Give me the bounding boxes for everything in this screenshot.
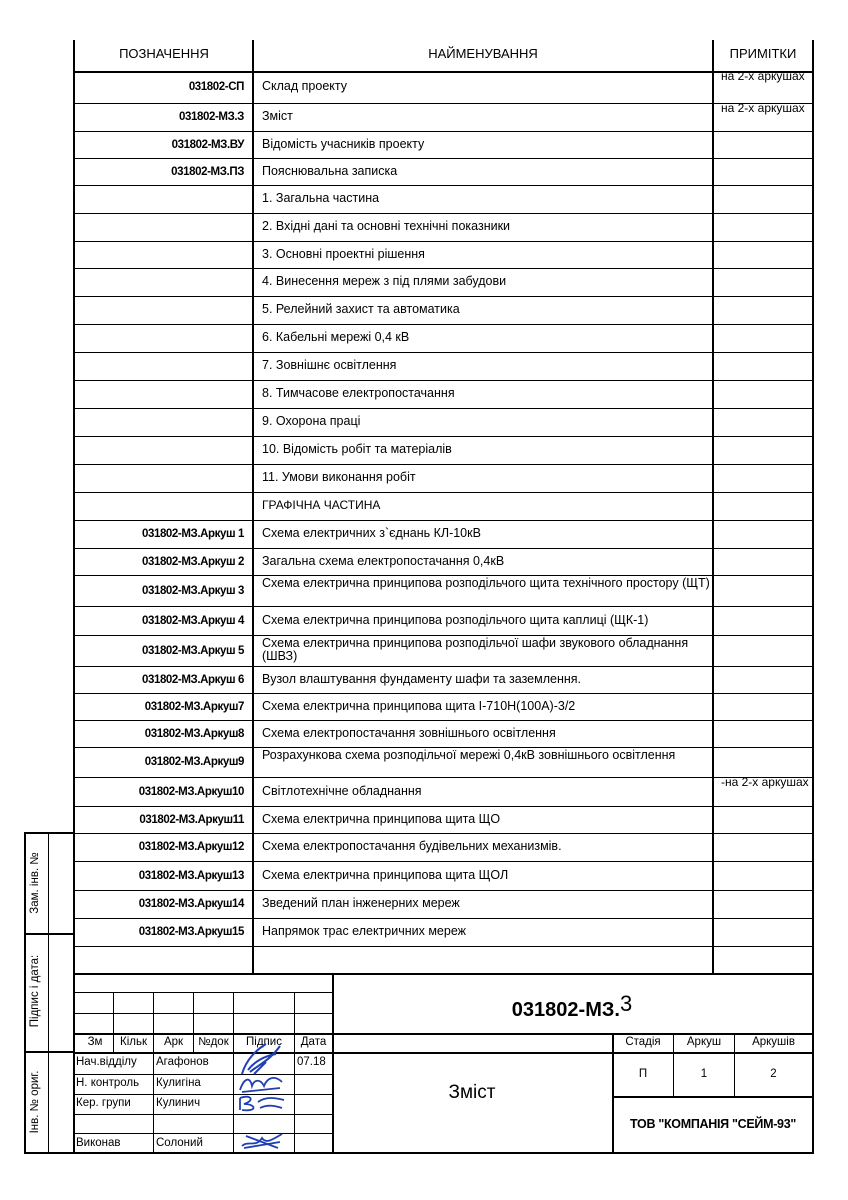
doc-title: Зміст bbox=[448, 1082, 496, 1103]
row-name: 10. Відомість робіт та матеріалів bbox=[262, 442, 452, 456]
row-name: 9. Охорона праці bbox=[262, 414, 361, 428]
row-name: Вузол влаштування фундаменту шафи та заземлення. bbox=[262, 672, 582, 686]
row-name: 6. Кабельні мережі 0,4 кВ bbox=[262, 330, 410, 344]
row-separator bbox=[73, 890, 814, 891]
row-name: Схема електрична принципова розподільчого щита технічного простору (ЩТ) bbox=[262, 576, 710, 590]
person-role-3: Кер. групи bbox=[76, 1097, 131, 1109]
row-name: Склад проекту bbox=[262, 79, 347, 93]
person-date-1: 07.18 bbox=[297, 1056, 326, 1068]
frame-left-border bbox=[73, 40, 75, 1153]
row-separator bbox=[73, 833, 814, 834]
side-stamp-original-no: Інв. № ориг. bbox=[29, 1070, 41, 1134]
row-name: Розрахункова схема розподільчої мережі 0,4кВ зовнішнього освітлення bbox=[262, 748, 676, 762]
row-code: 031802-МЗ.Аркуш 6 bbox=[141, 674, 244, 686]
row-code: 031802-СП bbox=[188, 81, 244, 93]
person-role-1: Нач.відділу bbox=[76, 1056, 137, 1068]
row-code: 031802-МЗ.ПЗ bbox=[171, 166, 244, 178]
row-code: 031802-МЗ.Аркуш9 bbox=[144, 756, 244, 768]
row-separator bbox=[73, 213, 814, 214]
doc-code-main: 031802-МЗ. bbox=[511, 999, 620, 1021]
row-code: 031802-МЗ.Аркуш 1 bbox=[141, 528, 244, 540]
row-name: 5. Релейний захист та автоматика bbox=[262, 302, 460, 316]
person-name-1: Агафонов bbox=[156, 1056, 209, 1068]
row-name: Зведений план інженерних мереж bbox=[262, 896, 460, 910]
row-separator bbox=[73, 296, 814, 297]
row-separator bbox=[73, 548, 814, 549]
row-code: 031802-МЗ.Аркуш15 bbox=[138, 926, 244, 938]
row-separator bbox=[73, 520, 814, 521]
row-name: Схема електрична принципова розподільчої шафи звукового обладнання (ШВЗ) bbox=[262, 636, 689, 663]
signature-2 bbox=[236, 1072, 286, 1094]
signature-4 bbox=[238, 1130, 286, 1152]
frame-right-border bbox=[812, 40, 814, 1153]
row-separator bbox=[73, 241, 814, 242]
row-separator bbox=[73, 380, 814, 381]
col-change: Зм bbox=[87, 1036, 103, 1048]
sheets-label: Аркушів bbox=[752, 1036, 795, 1048]
row-name: Схема електрична принципова щита ЩОЛ bbox=[262, 868, 509, 882]
row-name: Пояснювальна записка bbox=[262, 164, 398, 178]
row-name: Схема електричних з`єднань КЛ-10кВ bbox=[262, 526, 481, 540]
person-name-4: Солоний bbox=[156, 1137, 203, 1149]
row-separator bbox=[73, 352, 814, 353]
col-signature: Підпис bbox=[246, 1036, 282, 1048]
row-name: 11. Умови виконання робіт bbox=[262, 470, 416, 484]
row-separator bbox=[73, 918, 814, 919]
col-date: Дата bbox=[300, 1036, 327, 1048]
company-name: ТОВ "КОМПАНІЯ "СЕЙМ-93" bbox=[630, 1117, 796, 1131]
row-separator bbox=[73, 666, 814, 667]
person-role-4: Виконав bbox=[76, 1137, 121, 1149]
doc-code-suffix: 3 bbox=[619, 991, 633, 1016]
row-name: Схема електрична принципова щита ЩО bbox=[262, 812, 501, 826]
row-separator bbox=[73, 324, 814, 325]
row-name: Схема електрична принципова розподільчого щита каплиці (ЩК-1) bbox=[262, 613, 649, 627]
row-code: 031802-МЗ.Аркуш14 bbox=[138, 898, 244, 910]
row-code: 031802-МЗ.Аркуш 4 bbox=[141, 615, 244, 627]
header-designation: ПОЗНАЧЕННЯ bbox=[119, 46, 209, 61]
col-doc-no: №док bbox=[198, 1036, 229, 1048]
row-code: 031802-МЗ.Аркуш11 bbox=[139, 814, 244, 826]
row-code: 031802-МЗ.Аркуш12 bbox=[138, 841, 244, 853]
row-name: Схема електропостачання будівельних механизмів. bbox=[262, 839, 562, 853]
row-code: 031802-МЗ.Аркуш7 bbox=[144, 701, 244, 713]
row-code: 031802-МЗ.Аркуш8 bbox=[144, 728, 244, 740]
sheets-value: 2 bbox=[770, 1068, 777, 1080]
row-code: 031802-МЗ.Аркуш 5 bbox=[141, 645, 244, 657]
row-separator bbox=[73, 861, 814, 862]
row-separator bbox=[73, 720, 814, 721]
side-stamp-signature-date: Підпис і дата: bbox=[29, 954, 41, 1028]
header-notes: ПРИМІТКИ bbox=[729, 46, 797, 61]
row-separator bbox=[73, 693, 814, 694]
row-note: на 2-х аркушах bbox=[721, 69, 805, 83]
row-separator bbox=[73, 464, 814, 465]
row-code: 031802-МЗ.Аркуш10 bbox=[138, 786, 244, 798]
row-separator bbox=[73, 185, 814, 186]
row-note: на 2-х аркушах bbox=[721, 101, 805, 115]
row-code: 031802-МЗ.З bbox=[179, 111, 244, 123]
row-note: -на 2-х аркушах bbox=[721, 775, 809, 789]
row-name: 8. Тимчасове електропостачання bbox=[262, 386, 455, 400]
row-separator bbox=[73, 436, 814, 437]
col-qty: Кільк bbox=[120, 1036, 147, 1048]
row-separator bbox=[73, 408, 814, 409]
doc-code bbox=[334, 991, 810, 1022]
row-code: 031802-МЗ.Аркуш 2 bbox=[141, 556, 244, 568]
row-code: 031802-МЗ.ВУ bbox=[171, 139, 244, 151]
row-separator bbox=[73, 103, 814, 104]
row-name: 1. Загальна частина bbox=[262, 191, 380, 205]
row-separator bbox=[73, 268, 814, 269]
stage-label: Стадія bbox=[625, 1036, 661, 1048]
side-stamp-replacement-no: Зам. інв. № bbox=[29, 852, 41, 914]
row-name: Напрямок трас електричних мереж bbox=[262, 924, 467, 938]
header-name: НАЙМЕНУВАННЯ bbox=[428, 46, 538, 61]
row-separator bbox=[73, 131, 814, 132]
row-name: 7. Зовнішнє освітлення bbox=[262, 358, 397, 372]
row-code: 031802-МЗ.Аркуш13 bbox=[138, 870, 244, 882]
row-name: 2. Вхідні дані та основні технічні показники bbox=[262, 219, 511, 233]
row-name: ГРАФІЧНА ЧАСТИНА bbox=[262, 498, 381, 512]
row-name: Загальна схема електропостачання 0,4кВ bbox=[262, 554, 505, 568]
row-code: 031802-МЗ.Аркуш 3 bbox=[141, 585, 244, 597]
row-name: Світлотехнічне обладнання bbox=[262, 784, 422, 798]
row-separator bbox=[73, 946, 814, 947]
row-name: Зміст bbox=[262, 109, 293, 123]
sheet-value: 1 bbox=[700, 1068, 708, 1080]
row-name: 4. Винесення мереж з під плями забудови bbox=[262, 274, 507, 288]
row-separator bbox=[73, 606, 814, 607]
row-separator bbox=[73, 777, 814, 778]
row-name: Відомість учасників проекту bbox=[262, 137, 425, 151]
row-separator bbox=[73, 492, 814, 493]
signature-1 bbox=[236, 1040, 294, 1076]
person-name-2: Кулигіна bbox=[156, 1077, 201, 1089]
row-separator bbox=[73, 158, 814, 159]
stage-value: П bbox=[638, 1068, 648, 1080]
sheet-label: Аркуш bbox=[686, 1036, 722, 1048]
frame-bottom-border bbox=[73, 1152, 814, 1154]
col-sheet: Арк bbox=[163, 1036, 184, 1048]
row-name: 3. Основні проектні рішення bbox=[262, 247, 425, 261]
signature-3 bbox=[236, 1092, 288, 1114]
header-bottom-line bbox=[73, 71, 814, 73]
row-name: Схема електропостачання зовнішнього освітлення bbox=[262, 726, 556, 740]
person-role-2: Н. контроль bbox=[76, 1077, 140, 1089]
row-separator bbox=[73, 806, 814, 807]
row-name: Схема електрична принципова щита І-710Н(100А)-3/2 bbox=[262, 699, 576, 713]
person-name-3: Кулинич bbox=[156, 1097, 201, 1109]
